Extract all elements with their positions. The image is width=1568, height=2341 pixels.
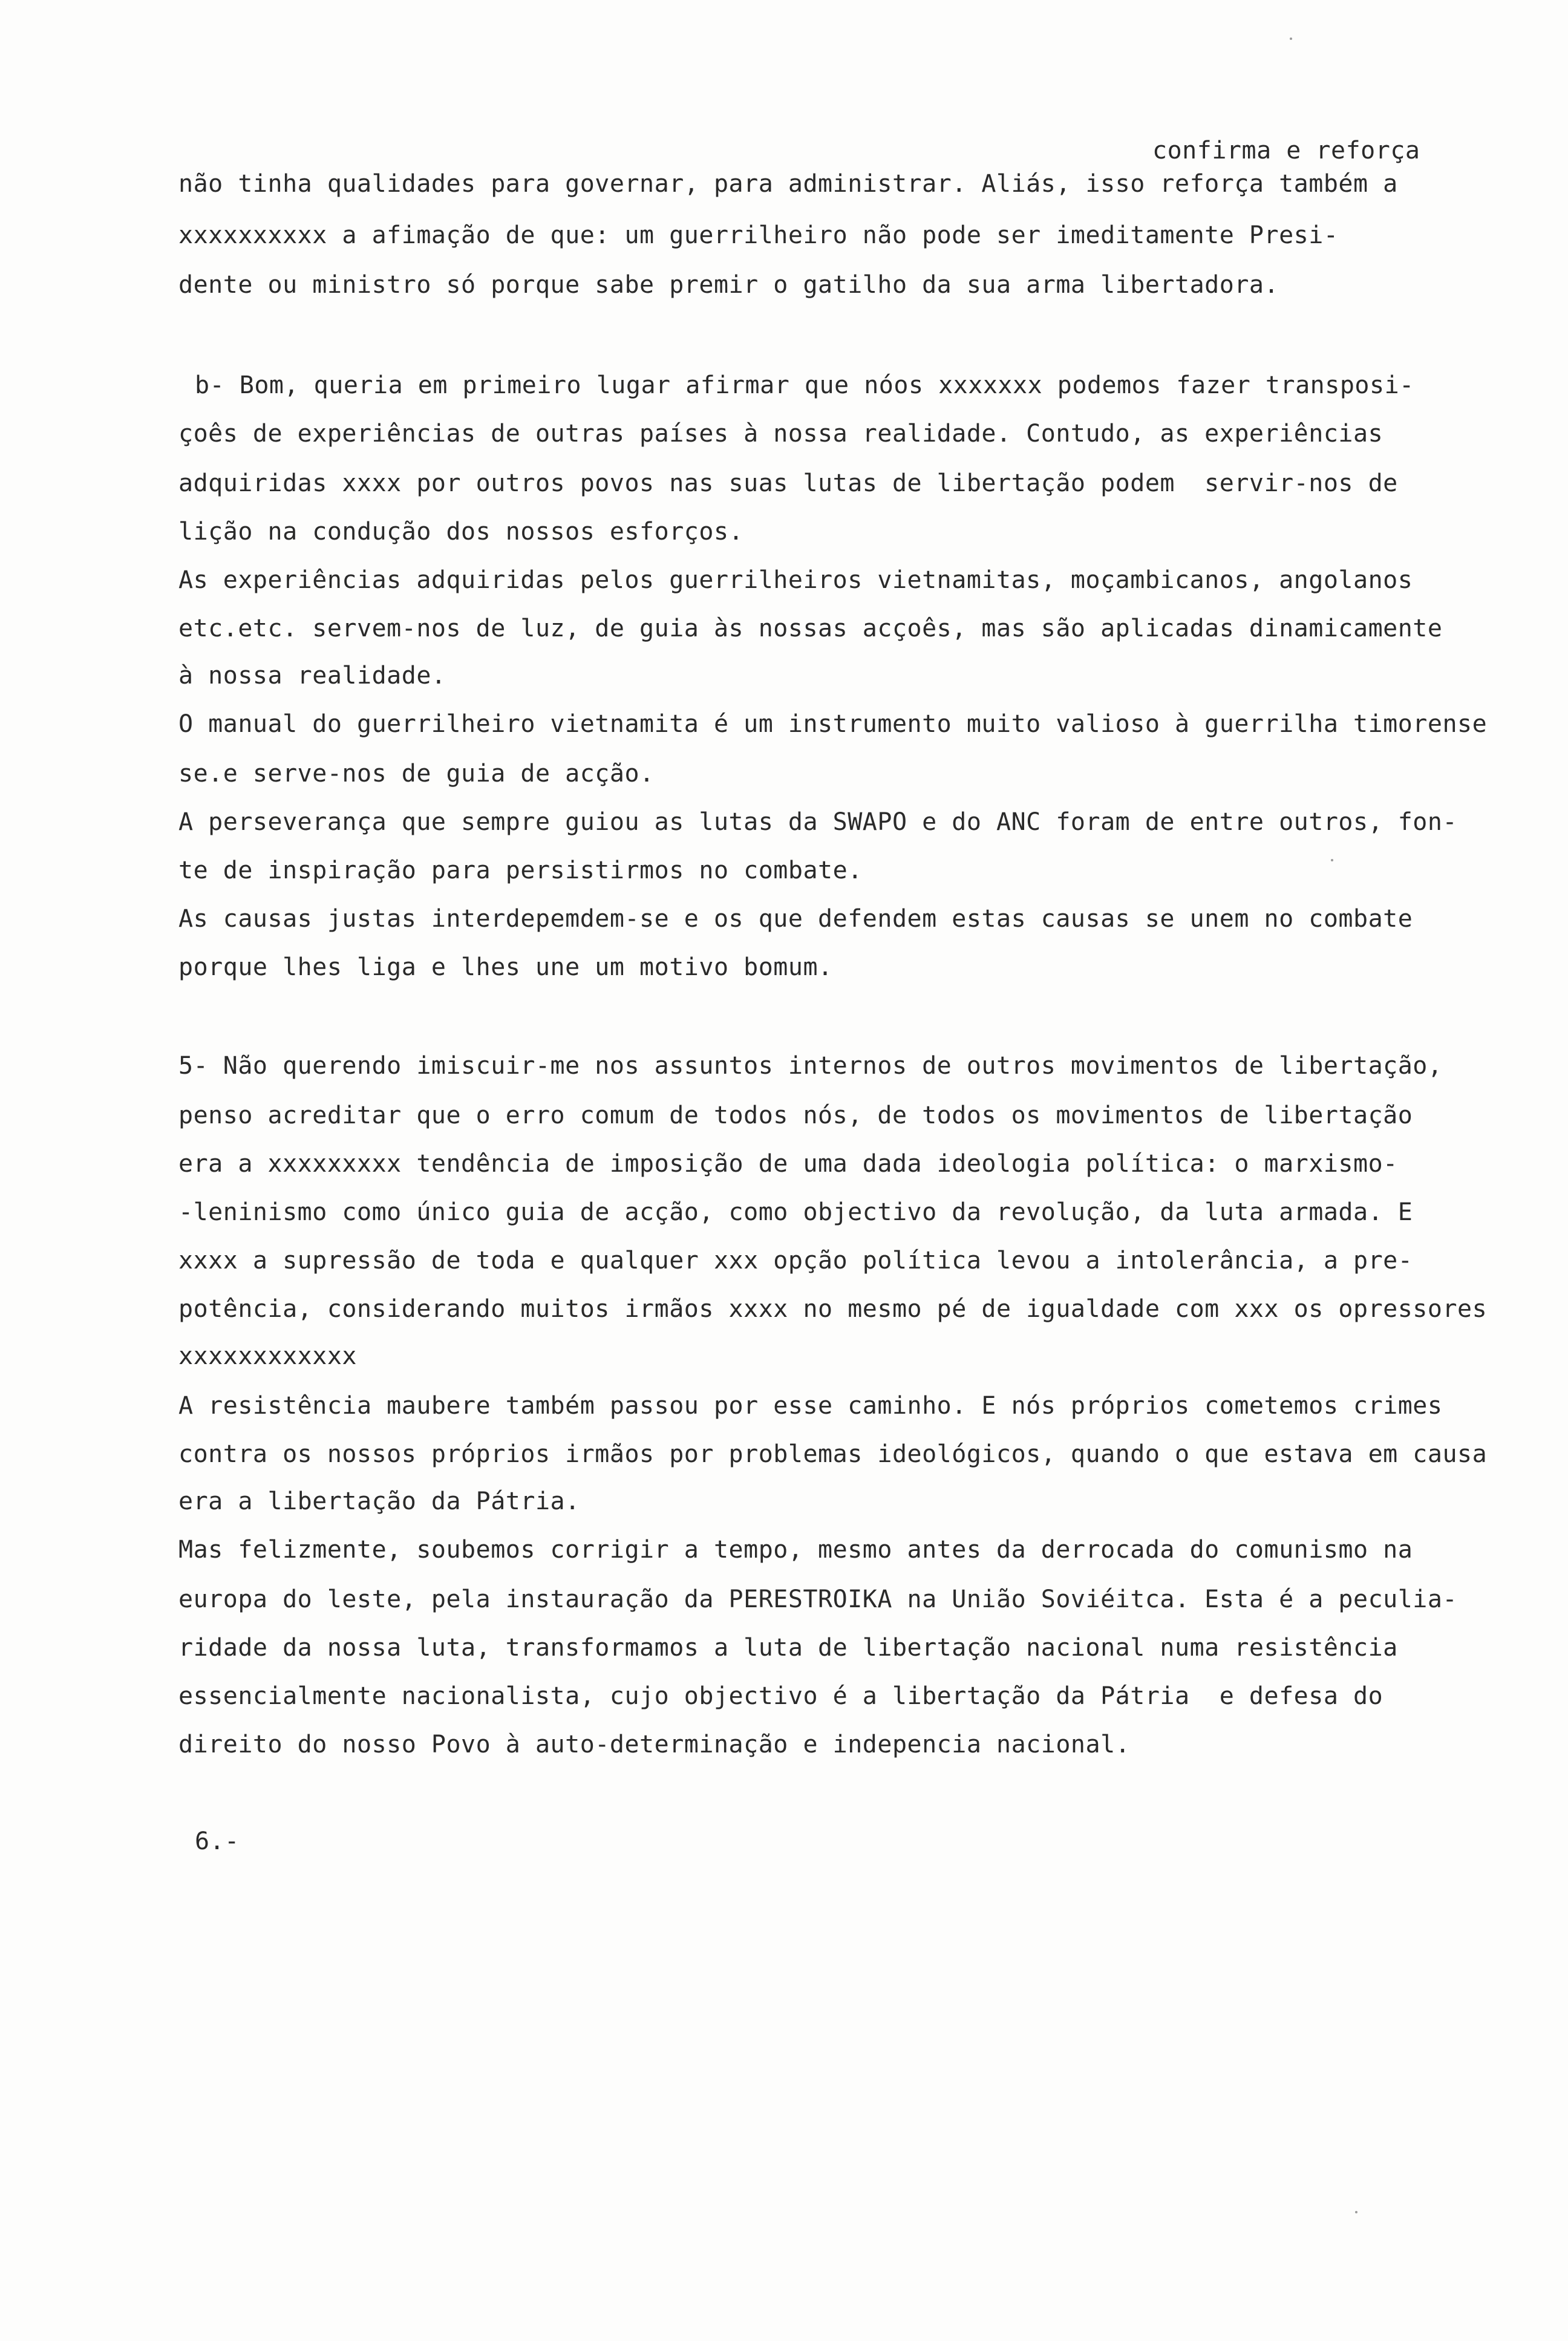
text-line: çoês de experiências de outras países à nossa realidade. Contudo, as experiências [178, 420, 1383, 448]
text-line: porque lhes liga e lhes une um motivo bomum. [178, 953, 833, 981]
text-line: 6.- [195, 1827, 240, 1855]
scan-speck [1290, 38, 1292, 40]
text-line: A perseverança que sempre guiou as lutas da SWAPO e do ANC foram de entre outros, fon- [178, 808, 1458, 836]
text-line: As experiências adquiridas pelos guerrilheiros vietnamitas, moçambicanos, angolanos [178, 566, 1413, 594]
text-line: potência, considerando muitos irmãos xxxx no mesmo pé de igualdade com xxx os opressores [178, 1295, 1488, 1323]
text-line: penso acreditar que o erro comum de todos nós, de todos os movimentos de libertação [178, 1102, 1413, 1129]
text-line: xxxx a supressão de toda e qualquer xxx opção política levou a intolerância, a pre- [178, 1247, 1413, 1275]
text-line: europa do leste, pela instauração da PERESTROIKA na União Soviéitca. Esta é a peculia- [178, 1585, 1458, 1613]
text-line: confirma e reforça [1152, 137, 1420, 165]
text-line: te de inspiração para persistirmos no combate. [178, 857, 863, 884]
text-line: As causas justas interdepemdem-se e os que defendem estas causas se unem no combate [178, 905, 1413, 933]
scan-speck [1331, 859, 1333, 861]
text-line: contra os nossos próprios irmãos por problemas ideológicos, quando o que estava em causa [178, 1440, 1488, 1468]
text-line: era a libertação da Pátria. [178, 1487, 580, 1515]
text-line: ridade da nossa luta, transformamos a luta de libertação nacional numa resistência [178, 1634, 1398, 1662]
scan-speck [1355, 2211, 1357, 2213]
text-line: xxxxxxxxxxxx [178, 1342, 357, 1370]
text-line: lição na condução dos nossos esforços. [178, 518, 744, 546]
text-line: dente ou ministro só porque sabe premir o gatilho da sua arma libertadora. [178, 271, 1279, 299]
text-line: à nossa realidade. [178, 662, 446, 690]
text-line: se.e serve-nos de guia de acção. [178, 760, 655, 788]
text-line: essencialmente nacionalista, cujo objectivo é a libertação da Pátria e defesa do [178, 1682, 1383, 1710]
text-line: xxxxxxxxxx a afimação de que: um guerrilheiro não pode ser imeditamente Presi- [178, 221, 1339, 249]
text-line: O manual do guerrilheiro vietnamita é um instrumento muito valioso à guerrilha timorense [178, 710, 1488, 738]
text-line: 5- Não querendo imiscuir-me nos assuntos internos de outros movimentos de libertação, [178, 1052, 1443, 1080]
text-line: A resistência maubere também passou por esse caminho. E nós próprios cometemos crimes [178, 1392, 1443, 1420]
text-line: não tinha qualidades para governar, para administrar. Aliás, isso reforça também a [178, 170, 1398, 198]
text-line: b- Bom, queria em primeiro lugar afirmar que nóos xxxxxxx podemos fazer transposi- [195, 371, 1414, 399]
text-line: adquiridas xxxx por outros povos nas suas lutas de libertação podem servir-nos de [178, 469, 1398, 497]
text-line: Mas felizmente, soubemos corrigir a tempo, mesmo antes da derrocada do comunismo na [178, 1536, 1413, 1564]
text-line: etc.etc. servem-nos de luz, de guia às nossas acçoês, mas são aplicadas dinamicamente [178, 615, 1443, 642]
text-line: -leninismo como único guia de acção, como objectivo da revolução, da luta armada. E [178, 1198, 1413, 1226]
text-line: era a xxxxxxxxx tendência de imposição de uma dada ideologia política: o marxismo- [178, 1150, 1398, 1178]
text-line: direito do nosso Povo à auto-determinação e indepencia nacional. [178, 1731, 1131, 1758]
